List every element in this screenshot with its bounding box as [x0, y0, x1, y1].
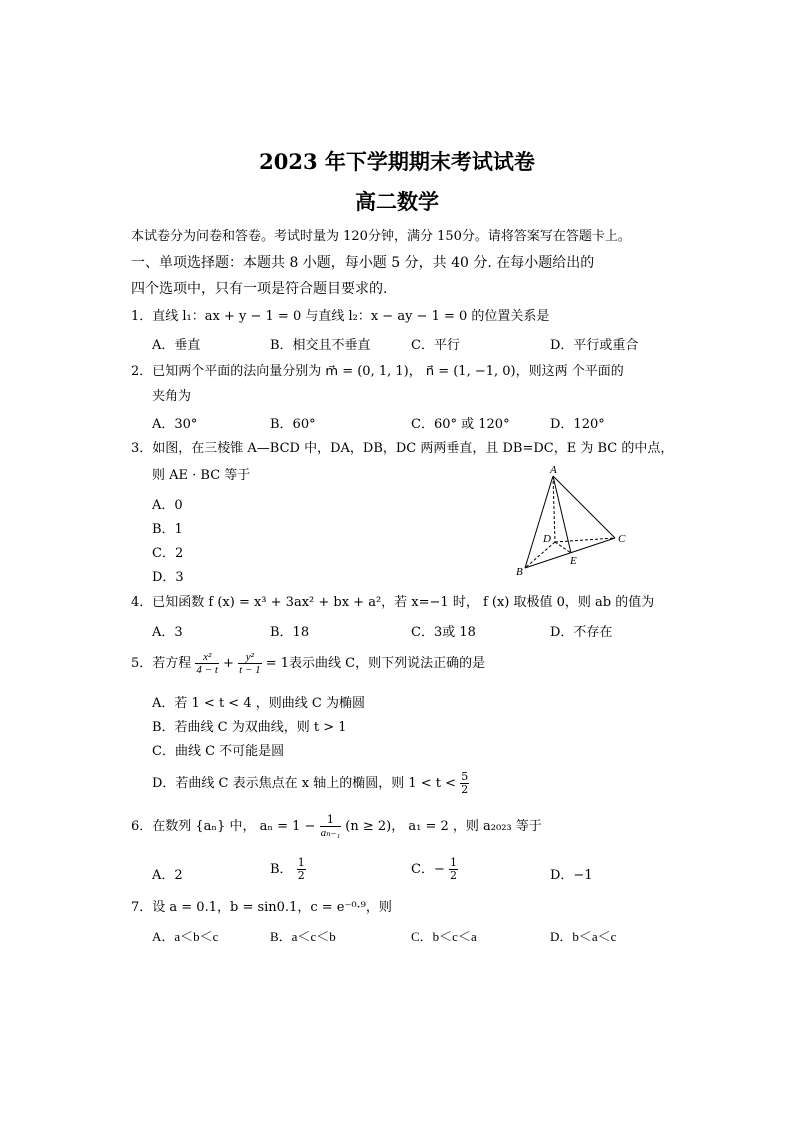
edge-ac	[553, 476, 615, 538]
label-a: A	[550, 464, 557, 476]
edge-ad	[553, 476, 555, 542]
label-c: C	[618, 533, 626, 545]
q6-b-den: 2	[297, 869, 305, 882]
q4-option-d[interactable]: D．不存在	[550, 625, 613, 640]
q6-option-b-label: B．	[270, 862, 293, 877]
q5-stem-post: = 1表示曲线 C，则下列说法正确的是	[265, 656, 486, 671]
page-title: 2023 年下学期期末考试试卷	[259, 149, 535, 174]
q5-option-d[interactable]	[152, 770, 469, 798]
q2-stem: 2．已知两个平面的法向量分别为 m⃗ = (0, 1, 1)， n⃗ = (1, −1, 0)，则这两 个平面的	[131, 364, 624, 379]
q2-option-d[interactable]: D．120°	[550, 417, 605, 432]
q6-stem-post: (n ≥ 2)， a₁ = 2 ，则 a₂₀₂₃ 等于	[345, 819, 542, 834]
q7-option-a[interactable]: A．a＜b＜c	[152, 929, 219, 944]
q3-option-d[interactable]: D．3	[152, 570, 184, 585]
q5-f2-num: y²	[238, 651, 261, 664]
q6-option-b-fraction	[297, 857, 306, 882]
q5-option-b[interactable]: B．若曲线 C 为双曲线，则 t > 1	[152, 720, 347, 735]
q1-option-c[interactable]: C．平行	[411, 338, 460, 353]
edge-db	[525, 542, 555, 568]
q5-d-den: 2	[461, 783, 469, 796]
q6-option-c[interactable]	[411, 856, 458, 884]
q6-b-num: 1	[297, 856, 305, 869]
q5-option-c[interactable]: C．曲线 C 不可能是圆	[152, 744, 285, 759]
q5-f2-den: t − 1	[239, 664, 261, 676]
section1-heading-line1: 一、单项选择题：本题共 8 小题，每小题 5 分，共 40 分. 在每小题给出的	[131, 255, 595, 271]
q1-option-a[interactable]: A．垂直	[152, 338, 201, 353]
q6-f-num: 1	[320, 814, 342, 827]
q3-option-b[interactable]: B．1	[152, 522, 183, 537]
q1-option-b[interactable]: B．相交且不垂直	[270, 338, 371, 353]
q5-option-d-text: D．若曲线 C 表示焦点在 x 轴上的椭圆，则 1 < t <	[152, 776, 457, 791]
q3-stem: 3．如图，在三棱锥 A—BCD 中，DA，DB，DC 两两垂直，且 DB=DC，E 为 BC 的中点，	[131, 441, 674, 456]
q6-option-d[interactable]: D．−1	[550, 868, 593, 883]
q5-stem-pre: 5．若方程	[131, 656, 192, 671]
q4-option-b[interactable]: B．18	[270, 625, 310, 640]
q5-stem	[131, 650, 485, 678]
q6-stem-pre: 6．在数列 {aₙ} 中， aₙ = 1 −	[131, 819, 316, 834]
q3-stem-cont: 则 AE · BC 等于	[152, 468, 251, 483]
section1-heading-line2: 四个选项中，只有一项是符合题目要求的.	[131, 281, 388, 297]
q2-option-a[interactable]: A．30°	[152, 417, 198, 432]
q4-option-c[interactable]: C．3或 18	[411, 625, 476, 640]
q2-option-c[interactable]: C．60° 或 120°	[411, 417, 510, 432]
q6-c-den: 2	[449, 869, 457, 882]
q4-stem: 4．已知函数 f (x) = x³ + 3ax² + bx + a²，若 x=−1 时， f (x) 取极值 0，则 ab 的值为	[131, 595, 655, 610]
q6-option-c-fraction	[449, 857, 458, 882]
intro-text: 本试卷分为问卷和答卷。考试时量为 120分钟，满分 150分。请将答案写在答题卡上。	[131, 229, 631, 244]
q5-fraction-1	[195, 651, 218, 676]
q6-option-c-label: C．−	[411, 862, 445, 877]
q2-stem-cont: 夹角为	[152, 389, 192, 404]
label-e: E	[570, 555, 577, 567]
q7-option-b[interactable]: B．a＜c＜b	[270, 929, 336, 944]
q6-fraction	[320, 814, 342, 839]
q7-option-d[interactable]: D．b＜a＜c	[550, 929, 617, 944]
q7-option-c[interactable]: C．b＜c＜a	[411, 929, 477, 944]
q5-option-a[interactable]: A．若 1 < t < 4 ，则曲线 C 为椭圆	[152, 696, 365, 711]
q5-d-num: 5	[461, 770, 469, 783]
q5-plus: +	[223, 656, 234, 671]
label-b: B	[516, 566, 523, 578]
q3-option-a[interactable]: A．0	[152, 498, 183, 513]
q6-f-den: aₙ₋₁	[320, 827, 341, 839]
q3-option-c[interactable]: C．2	[152, 546, 184, 561]
tetrahedron-figure	[505, 462, 640, 582]
q2-option-b[interactable]: B．60°	[270, 417, 316, 432]
page-subtitle: 高二数学	[355, 189, 439, 214]
edge-ab	[525, 476, 553, 568]
q5-f1-den: 4 − t	[196, 664, 218, 676]
q6-c-num: 1	[449, 856, 457, 869]
q5-f1-num: x²	[195, 651, 218, 664]
q1-stem: 1．直线 l₁：ax + y − 1 = 0 与直线 l₂：x − ay − 1 = 0 的位置关系是	[131, 309, 550, 324]
q4-option-a[interactable]: A．3	[152, 625, 183, 640]
q6-stem	[131, 812, 542, 842]
q6-option-a[interactable]: A．2	[152, 868, 183, 883]
q6-option-b[interactable]	[270, 856, 306, 884]
q1-option-d[interactable]: D．平行或重合	[550, 338, 639, 353]
label-d: D	[543, 533, 551, 545]
q7-stem: 7．设 a = 0.1，b = sin0.1，c = e⁻⁰·⁹，则	[131, 900, 392, 915]
q5-fraction-2	[238, 651, 261, 676]
q5-option-d-fraction	[460, 771, 469, 796]
